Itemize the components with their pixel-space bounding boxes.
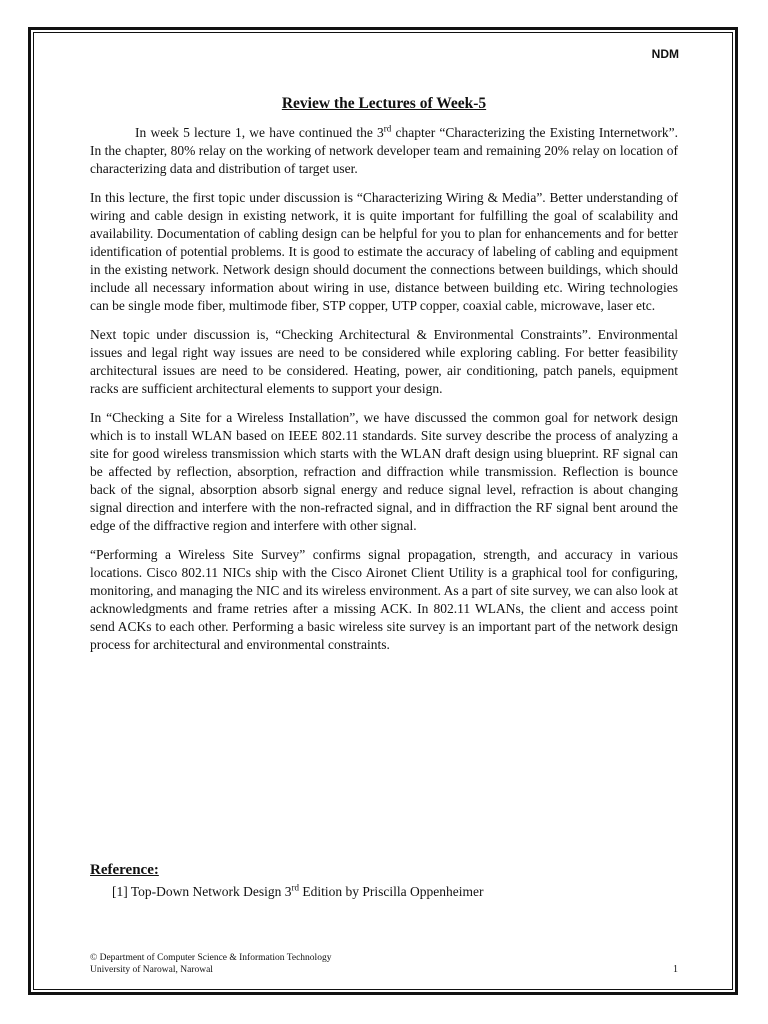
paragraph-1-text-a: In week 5 lecture 1, we have continued the 3 — [135, 125, 384, 140]
reference-heading: Reference: — [90, 862, 159, 878]
paragraph-1-superscript: rd — [383, 123, 392, 134]
footer-department: © Department of Computer Science & Information Technology — [90, 953, 332, 963]
reference-item-text-a: [1] Top-Down Network Design 3 — [112, 884, 292, 899]
header-mark: NDM — [651, 47, 679, 61]
document-body — [90, 124, 678, 665]
reference-item — [112, 884, 484, 900]
footer-university: University of Narowal, Narowal — [90, 965, 213, 975]
paragraph-3: Next topic under discussion is, “Checking Architectural & Environmental Constraints”. Environmental issues and legal right way issues are need to be considered while exploring cabling. For better feasibility architectural issues are need to be considered. Heating, power, air conditioning, patch panels, equipment racks are sufficient architectural elements to support your design. — [90, 327, 678, 396]
paragraph-1 — [90, 124, 678, 178]
page-title: Review the Lectures of Week-5 — [281, 95, 487, 112]
paragraph-2: In this lecture, the first topic under discussion is “Characterizing Wiring & Media”. Better understanding of wiring and cable design in existing network, it is quite important for fulfilling the goal of scalability and availability. Documentation of cabling design can be helpful for you to plan for enhancements and for better identification of potential problems. It is good to estimate the accuracy of labeling of cabling and equipment in the existing network. Network design should document the connections between buildings, which should include all necessary information about wiring in use, distance between building etc. Wiring technologies can be single mode fiber, multimode fiber, STP copper, UTP copper, coaxial cable, microwave, laser etc. — [90, 190, 678, 313]
paragraph-4: In “Checking a Site for a Wireless Installation”, we have discussed the common goal for network design which is to install WLAN based on IEEE 802.11 standards. Site survey describe the process of analyzing a site for good wireless transmission which starts with the WLAN draft design using blueprint. RF signal can be affected by reflection, absorption, refraction and diffraction while transmission. Reflection is bounce back of the signal, absorption absorb signal energy and reduce signal level, refraction is about changing signal direction and interfere with the non-refracted signal, and in diffraction the RF signal bent around the edge of the diffractive region and interfere with other signal. — [90, 410, 678, 533]
reference-item-text-b: Edition by Priscilla Oppenheimer — [299, 884, 484, 899]
page-number: 1 — [673, 964, 678, 975]
footer — [90, 952, 331, 976]
paragraph-1-text-b: chapter “Characterizing the Existing Internetwork”. In the chapter, 80% relay on the working of network developer team and remaining 20% relay on location of characterizing data and distribution of target user. — [90, 125, 679, 176]
reference-item-superscript: rd — [291, 882, 300, 893]
paragraph-5: “Performing a Wireless Site Survey” confirms signal propagation, strength, and accuracy in various locations. Cisco 802.11 NICs ship with the Cisco Aironet Client Utility is a graphical tool for configuring, monitoring, and managing the NIC and its wireless environment. As a part of site survey, we can also look at acknowledgments and frame retries after a missing ACK. In 802.11 WLANs, the client and access point send ACKs to each other. Performing a basic wireless site survey is an important part of the network design process for architectural and environmental constraints. — [90, 547, 678, 652]
